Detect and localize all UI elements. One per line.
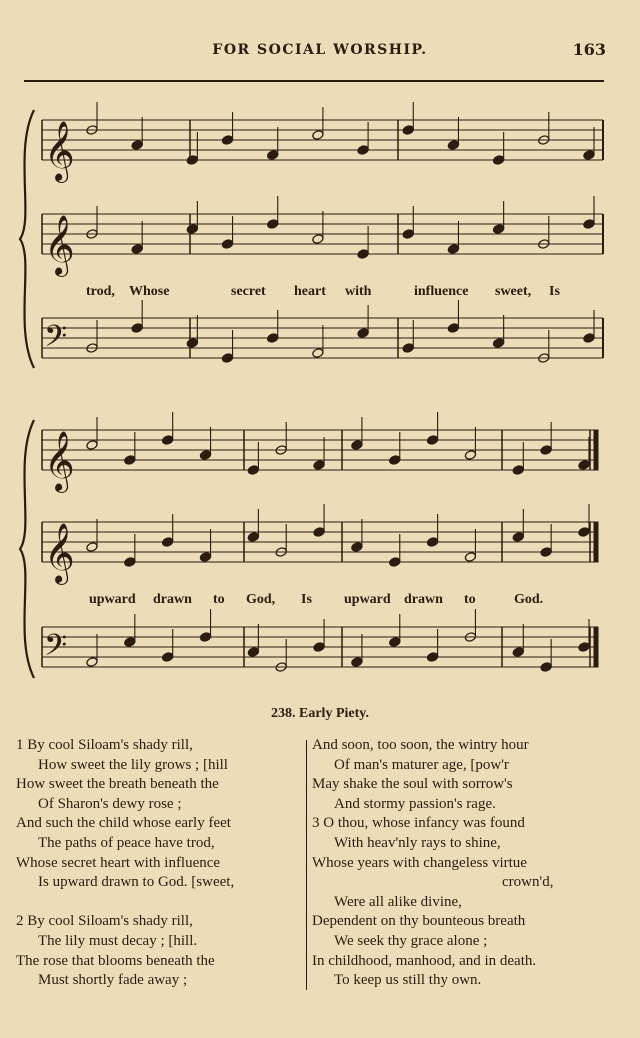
note-head	[357, 328, 369, 339]
note-head	[351, 542, 363, 553]
note-head	[312, 130, 324, 141]
verse-column-right	[312, 736, 602, 991]
verse-line: Must shortly fade away ;	[38, 972, 188, 989]
verse-line: The paths of peace have trod,	[38, 834, 215, 851]
note-head	[162, 435, 174, 446]
note-head	[124, 557, 136, 568]
lyric-word: God,	[246, 592, 276, 607]
lyric-word: Is	[301, 592, 312, 607]
note-head	[312, 348, 324, 359]
note-head	[221, 239, 233, 250]
lyric-word: to	[464, 592, 476, 607]
note-head	[426, 652, 438, 663]
verse-line: The lily must decay ; [hill.	[38, 932, 198, 949]
note-head	[389, 637, 401, 648]
treble-clef-icon: 𝄞	[44, 523, 75, 583]
verse-line: With heav'nly rays to shine,	[334, 834, 501, 851]
note-head	[199, 450, 211, 461]
note-head	[540, 547, 552, 558]
note-head	[583, 333, 595, 344]
note-head	[389, 557, 401, 568]
lyric-word: Is	[549, 284, 560, 299]
verse-line: crown'd,	[502, 874, 554, 891]
verse-line: Were all alike divine,	[334, 893, 462, 910]
verse-line: Of man's maturer age, [pow'r	[334, 756, 509, 773]
note-head	[199, 632, 211, 643]
lyric-word: trod,	[86, 284, 115, 299]
note-head	[131, 140, 143, 151]
note-head	[267, 333, 279, 344]
note-head	[540, 662, 552, 673]
note-head	[583, 219, 595, 230]
bass-clef-icon: 𝄢	[44, 320, 68, 361]
note-head	[464, 552, 476, 563]
lyric-word: God.	[514, 592, 544, 607]
note-head	[402, 229, 414, 240]
final-barline	[594, 522, 598, 562]
note-head	[426, 537, 438, 548]
note-head	[447, 140, 459, 151]
note-head	[247, 647, 259, 658]
verse-line: Of Sharon's dewy rose ;	[38, 795, 182, 812]
note-head	[313, 527, 325, 538]
note-head	[162, 537, 174, 548]
verse-line: And such the child whose early feet	[16, 815, 231, 832]
lyric-word: sweet,	[495, 284, 532, 299]
note-head	[124, 455, 136, 466]
note-head	[186, 338, 198, 349]
page-number: 163	[572, 40, 606, 59]
note-head	[512, 532, 524, 543]
note-head	[492, 224, 504, 235]
lyric-word: influence	[414, 284, 469, 299]
verse-line: Is upward drawn to God. [sweet,	[38, 874, 235, 891]
lyric-word: upward	[89, 592, 136, 607]
verse-line: 2 By cool Siloam's shady rill,	[16, 913, 193, 930]
column-divider	[306, 740, 307, 990]
treble-clef-icon: 𝄞	[44, 121, 75, 181]
verse-line: Whose years with changeless virtue	[312, 854, 527, 871]
note-head	[464, 450, 476, 461]
verse-line: Dependent on thy bounteous breath	[312, 913, 526, 930]
bass-clef-icon: 𝄢	[44, 629, 68, 670]
note-head	[583, 150, 595, 161]
note-head	[447, 323, 459, 334]
verse-column-left	[16, 736, 302, 991]
system-brace	[20, 420, 34, 678]
note-head	[221, 353, 233, 364]
verse-line: 1 By cool Siloam's shady rill,	[16, 737, 193, 753]
note-head	[312, 234, 324, 245]
note-head	[86, 657, 98, 668]
verse-line: And soon, too soon, the wintry hour	[312, 737, 529, 753]
final-barline	[594, 627, 598, 667]
note-head	[351, 657, 363, 668]
note-head	[578, 642, 590, 653]
note-head	[512, 465, 524, 476]
note-head	[447, 244, 459, 255]
note-head	[492, 338, 504, 349]
running-title: FOR SOCIAL WORSHIP.	[212, 42, 428, 58]
treble-clef-icon: 𝄞	[44, 215, 75, 275]
note-head	[247, 532, 259, 543]
note-head	[492, 155, 504, 166]
verse-line: And stormy passion's rage.	[334, 795, 496, 812]
lyric-word: with	[345, 284, 372, 299]
lyric-word: Whose	[129, 284, 170, 299]
note-head	[162, 652, 174, 663]
verse-line: The rose that blooms beneath the	[16, 952, 215, 969]
note-head	[389, 455, 401, 466]
note-head	[540, 445, 552, 456]
note-head	[86, 440, 98, 451]
note-head	[578, 460, 590, 471]
system-brace	[20, 110, 34, 368]
note-head	[124, 637, 136, 648]
verse-line: To keep us still thy own.	[334, 972, 482, 989]
lyric-word: to	[213, 592, 225, 607]
note-head	[186, 224, 198, 235]
note-head	[351, 440, 363, 451]
note-head	[402, 343, 414, 354]
verse-line: How sweet the lily grows ; [hill	[38, 756, 228, 773]
lyric-word: drawn	[153, 592, 192, 607]
note-head	[313, 642, 325, 653]
lyric-word: upward	[344, 592, 391, 607]
note-head	[247, 465, 259, 476]
note-head	[267, 150, 279, 161]
verse-spacer	[16, 893, 302, 913]
verse-line: We seek thy grace alone ;	[334, 932, 488, 949]
note-head	[402, 125, 414, 136]
note-head	[186, 155, 198, 166]
note-head	[86, 542, 98, 553]
note-head	[199, 552, 211, 563]
note-head	[578, 527, 590, 538]
final-barline	[594, 430, 598, 470]
verse-line: May shake the soul with sorrow's	[312, 776, 513, 793]
hymn-title: 238. Early Piety.	[271, 706, 369, 721]
verse-line: How sweet the breath beneath the	[16, 776, 219, 793]
verse-line: In childhood, manhood, and in death.	[312, 952, 537, 969]
note-head	[512, 647, 524, 658]
note-head	[131, 323, 143, 334]
lyric-word: drawn	[404, 592, 443, 607]
verse-line: Whose secret heart with influence	[16, 854, 221, 871]
treble-clef-icon: 𝄞	[44, 431, 75, 491]
verse-line: 3 O thou, whose infancy was found	[312, 815, 525, 832]
note-head	[267, 219, 279, 230]
note-head	[221, 135, 233, 146]
note-head	[131, 244, 143, 255]
note-head	[357, 145, 369, 156]
note-head	[357, 249, 369, 260]
lyric-word: heart	[294, 284, 326, 299]
note-head	[426, 435, 438, 446]
note-head	[313, 460, 325, 471]
lyric-word: secret	[231, 284, 266, 299]
